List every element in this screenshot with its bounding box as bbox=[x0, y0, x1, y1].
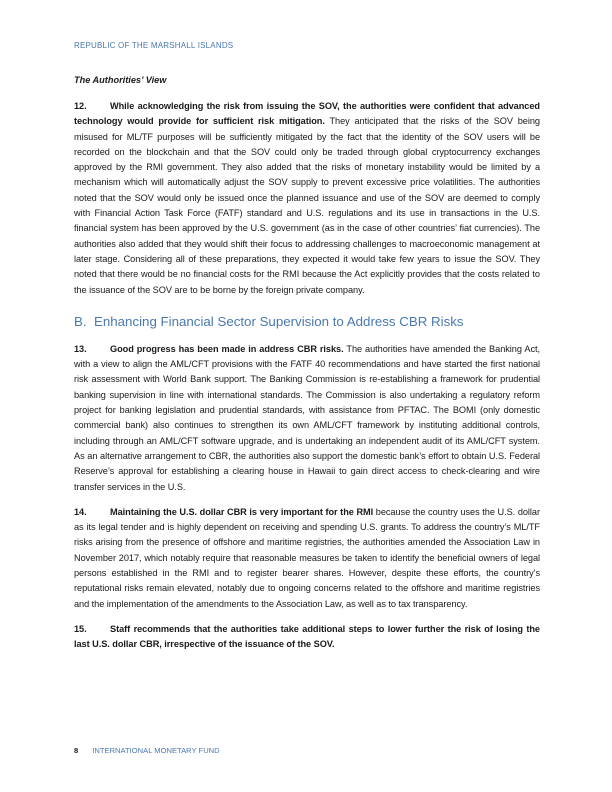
paragraph-lead: Maintaining the U.S. dollar CBR is very important for the RMI bbox=[110, 506, 374, 517]
page-number: 8 bbox=[74, 746, 79, 755]
paragraph-15 bbox=[74, 622, 540, 653]
paragraph-number: 12. bbox=[74, 101, 87, 111]
page-footer bbox=[74, 746, 220, 755]
section-letter: B. bbox=[74, 313, 87, 329]
paragraph-number: 14. bbox=[74, 506, 87, 517]
section-title: Enhancing Financial Sector Supervision to Address CBR Risks bbox=[94, 313, 464, 329]
paragraph-number: 15. bbox=[74, 623, 87, 634]
paragraph-lead: Staff recommends that the authorities take additional steps to lower further the risk of losing the last U.S. dollar CBR, irrespective of the issuance of the SOV. bbox=[74, 623, 540, 650]
section-heading-b bbox=[74, 314, 540, 330]
running-header: REPUBLIC OF THE MARSHALL ISLANDS bbox=[74, 41, 234, 50]
paragraph-body: The authorities have amended the Banking Act, with a view to align the AML/CFT provisions with the FATF 40 recommendations and have started the first national risk assessment with World Bank support. The Banking Commission is re-establishing a framework for prudential banking supervision in line with international standards. The Commission is also undertaking a regulatory reform project for banking legislation and prudential standards, with assistance from PFTAC. The BOMI (only domestic commercial bank) also continues to strengthen its own AML/CFT framework by instituting additional controls, including through an AML/CFT software upgrade, and is undertaking an independent audit of its AML/CFT system. As an alternative arrangement to CBR, the authorities also support the domestic bank’s effort to obtain U.S. Federal Reserve’s approval for establishing a clearing house in Hawaii to gain direct access to check-clearing and wire transfer services in the U.S. bbox=[74, 343, 540, 492]
paragraph-13 bbox=[74, 342, 540, 495]
paragraph-number: 13. bbox=[74, 343, 87, 354]
footer-text: INTERNATIONAL MONETARY FUND bbox=[92, 746, 220, 755]
paragraph-12 bbox=[74, 99, 540, 298]
paragraph-lead: While acknowledging the risk from issuing the SOV, the authorities were confident that advanced technology would provide for sufficient risk mitigation. bbox=[74, 101, 540, 127]
paragraph-14 bbox=[74, 505, 540, 612]
page-content bbox=[74, 74, 540, 663]
paragraph-lead: Good progress has been made in address CBR risks. bbox=[110, 343, 344, 354]
paragraph-body: because the country uses the U.S. dollar as its legal tender and is highly dependent on receiving and spending U.S. grants. To address the country’s ML/TF risks arising from the presence of offshore and maritime registries, the authorities amended the Association Law in November 2017, which notably require that reasonable measures be taken to identify the beneficial owners of legal persons established in the RMI and to register bearer shares. However, despite these efforts, the country’s reputational risks remain elevated, notably due to ongoing concerns related to the offshore and maritime registries and the implementation of the amendments to the Association Law, as well as to tax transparency. bbox=[74, 506, 540, 609]
paragraph-body: They anticipated that the risks of the SOV being misused for ML/TF purposes will be sufficiently mitigated by the fact that the identity of the SOV users will be recorded on the blockchain and that the SOV could only be traded through global cryptocurrency exchanges approved by the RMI government. They also added that the risks of monetary instability would be limited by a mechanism which will automatically adjust the SOV supply to prevent excessive price volatilities. The authorities noted that the SOV would only be issued once the planned issuance and use of the SOV are deemed to comply with Financial Action Task Force (FATF) standard and U.S. regulations and its use in transactions in the U.S. financial system has been approved by the U.S. government (as in the case of other countries’ fiat currencies). The authorities also added that they would shift their focus to addressing challenges to macroeconomic management at later stage. Considering all of these preparations, they expected it would take few years to issue the SOV. They noted that there would be no financial costs for the RMI because the Act explicitly provides that the costs related to the issuance of the SOV are to be borne by the foreign private company. bbox=[74, 116, 540, 295]
subheading-authorities-view: The Authorities’ View bbox=[74, 75, 167, 85]
